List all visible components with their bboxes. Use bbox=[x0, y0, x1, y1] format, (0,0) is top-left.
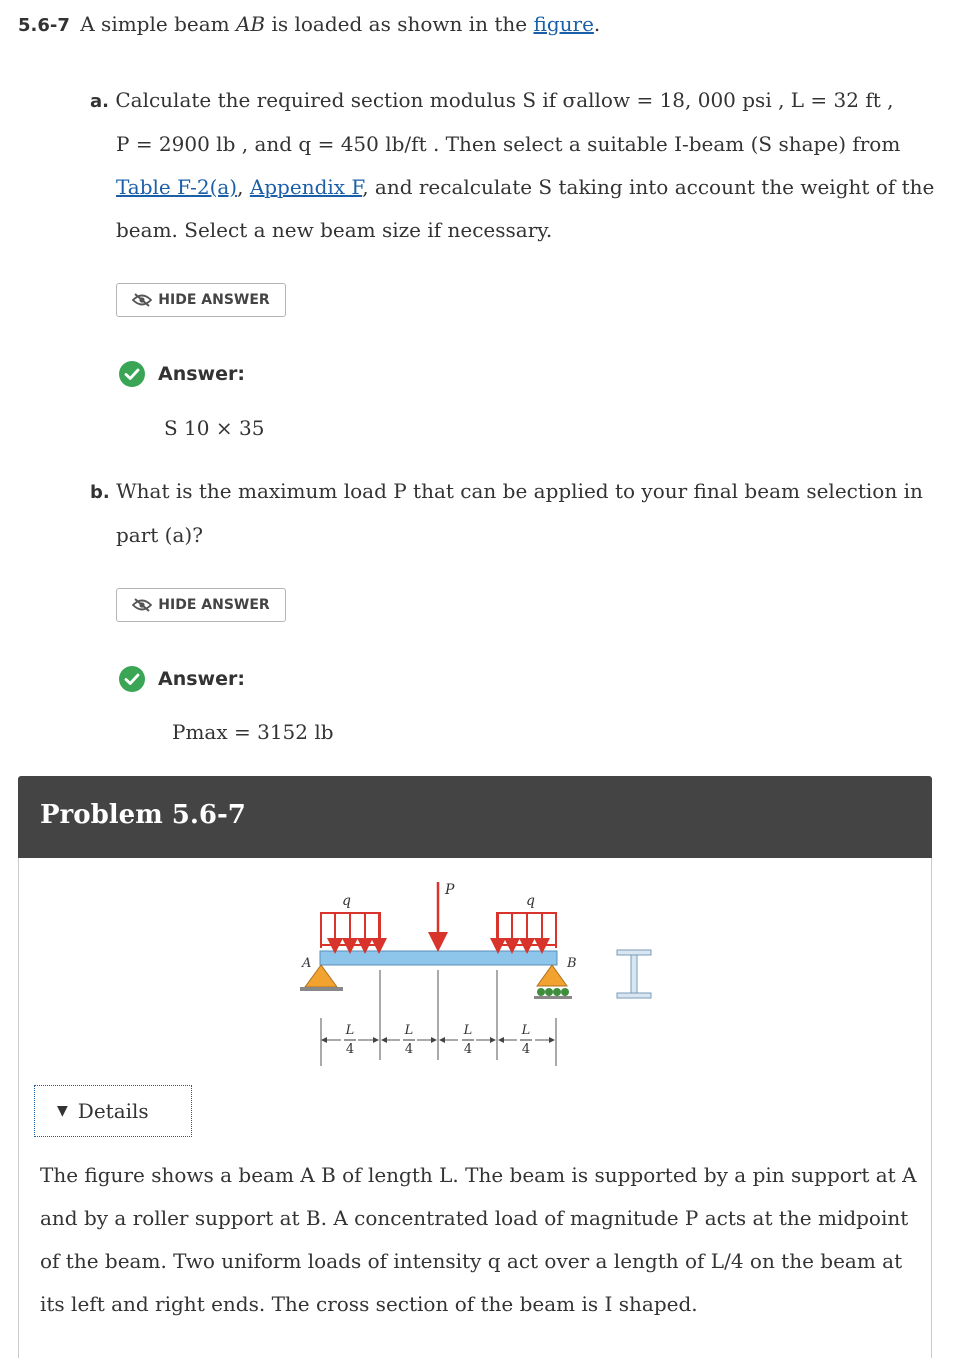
dimension-lines bbox=[321, 970, 556, 1066]
distributed-load-left bbox=[321, 913, 380, 948]
panel-title: Problem 5.6-7 bbox=[40, 800, 246, 830]
answer-a-value: S 10 × 35 bbox=[164, 416, 265, 440]
part-a-question: a. Calculate the required section modulus S if σallow = 18, 000 psi , L = 32 ft , P = 2900 lb , and q = 450 lb/ft . Then select a suitable I-beam (S shape) from Table F-2(a), Appendix F, and recalculate S taking into account the weight of the beam. Select a new beam size if necessary. bbox=[90, 88, 935, 242]
svg-text:4: 4 bbox=[463, 1042, 473, 1057]
caret-down-icon: ▼ bbox=[57, 1103, 68, 1119]
distributed-load-right bbox=[497, 913, 556, 948]
svg-text:4: 4 bbox=[345, 1042, 355, 1057]
answer-a-heading: Answer: bbox=[118, 360, 245, 388]
hide-answer-button-a[interactable]: HIDE ANSWER bbox=[116, 283, 286, 317]
label-q-right: q bbox=[526, 893, 535, 909]
svg-text:L: L bbox=[463, 1023, 473, 1038]
appendix-f-link[interactable]: Appendix F bbox=[249, 175, 363, 199]
label-q-left: q bbox=[342, 893, 351, 909]
svg-text:L: L bbox=[521, 1023, 531, 1038]
beam bbox=[320, 951, 557, 965]
problem-header: 5.6-7 A simple beam AB is loaded as shown in the figure. bbox=[18, 12, 601, 36]
svg-text:L: L bbox=[404, 1023, 414, 1038]
problem-number: 5.6-7 bbox=[18, 15, 70, 36]
figure-link[interactable]: figure bbox=[533, 12, 594, 36]
eye-slash-icon bbox=[132, 293, 152, 307]
details-toggle[interactable]: ▼ Details bbox=[34, 1085, 192, 1137]
answer-b-heading: Answer: bbox=[118, 665, 245, 693]
label-p: P bbox=[445, 882, 455, 898]
svg-text:4: 4 bbox=[404, 1042, 414, 1057]
svg-text:L: L bbox=[345, 1023, 355, 1038]
eye-slash-icon bbox=[132, 598, 152, 612]
answer-b-value: Pmax = 3152 lb bbox=[172, 720, 334, 744]
label-b: B bbox=[567, 956, 577, 971]
figure-description: The figure shows a beam A B of length L. The beam is supported by a pin support at A and by a roller support at B. A concentrated load of magnitude P acts at the midpoint of the beam. Two uniform loads of intensity q act over a length of L/4 on the beam at its left and right ends. The cross section of the beam is I shaped. bbox=[40, 1163, 917, 1316]
svg-text:4: 4 bbox=[521, 1042, 531, 1057]
beam-figure bbox=[290, 870, 670, 1075]
i-beam-cross-section-icon bbox=[617, 950, 651, 998]
check-circle-icon bbox=[118, 665, 146, 693]
table-f2a-link[interactable]: Table F-2(a) bbox=[116, 175, 238, 199]
check-circle-icon bbox=[118, 360, 146, 388]
label-a: A bbox=[302, 956, 312, 971]
problem-panel-header bbox=[18, 776, 932, 858]
hide-answer-button-b[interactable]: HIDE ANSWER bbox=[116, 588, 286, 622]
part-b-question: b. What is the maximum load P that can be applied to your final beam selection in part (a)? bbox=[90, 479, 923, 547]
